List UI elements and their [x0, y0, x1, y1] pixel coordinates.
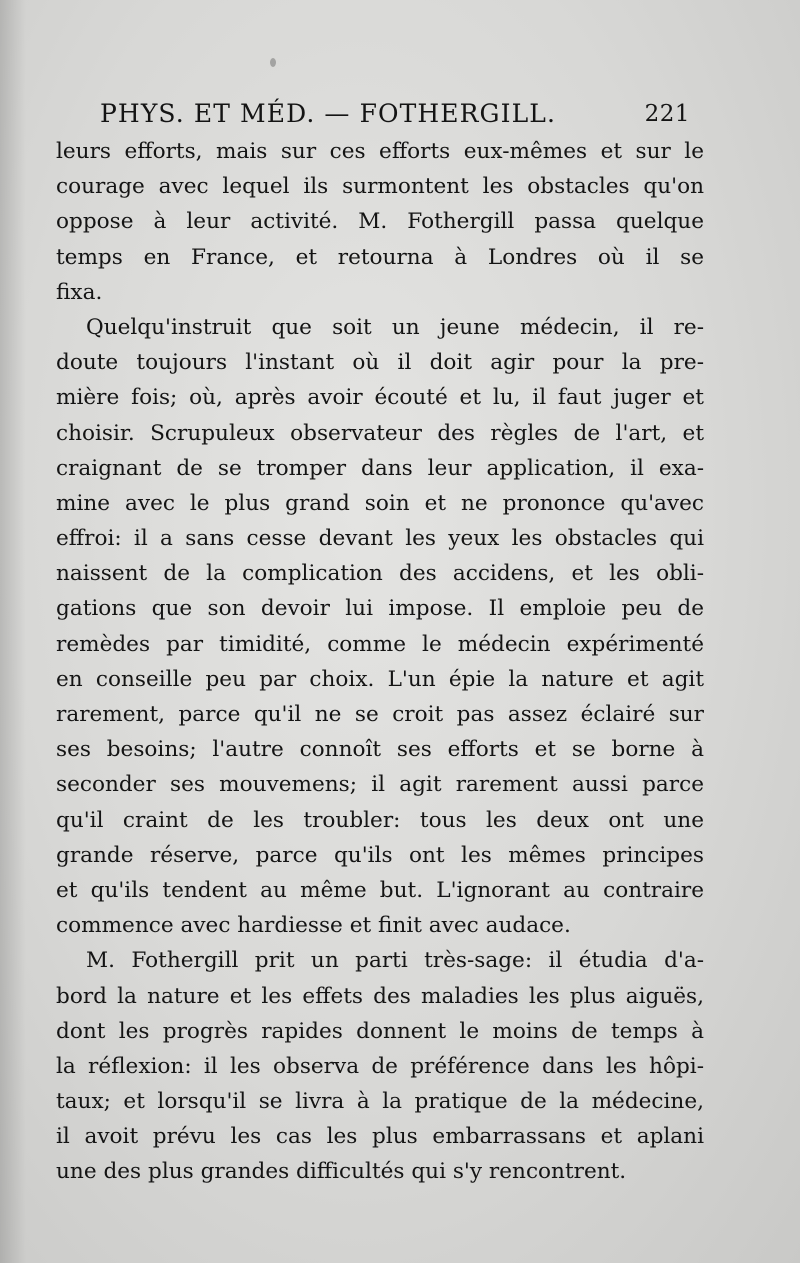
text-line: ses besoins; l'autre connoît ses efforts et se borne à [56, 737, 704, 763]
text-line: et qu'ils tendent au même but. L'ignorant au contraire [56, 877, 704, 903]
running-head [100, 94, 690, 134]
text-line: remèdes par timidité, comme le médecin expérimenté [56, 631, 704, 657]
text-line: en conseille peu par choix. L'un épie la nature et agit [56, 666, 704, 692]
running-head-title: PHYS. ET MÉD. — FOTHERGILL. [100, 99, 557, 128]
text-line: dont les progrès rapides donnent le moins de temps à [56, 1018, 704, 1044]
text-line: temps en France, et retourna à Londres où il se [56, 244, 704, 270]
paragraph-3 [56, 943, 704, 1189]
text-line: grande réserve, parce qu'ils ont les mêmes principes [56, 842, 704, 868]
text-line: choisir. Scrupuleux observateur des règles de l'art, et [56, 420, 704, 446]
text-line: commence avec hardiesse et finit avec audace. [56, 913, 571, 939]
text-line: craignant de se tromper dans leur application, il exa- [56, 455, 704, 481]
text-line: taux; et lorsqu'il se livra à la pratique de la médecine, [56, 1089, 704, 1115]
text-line: la réflexion: il les observa de préférence dans les hôpi- [56, 1053, 704, 1079]
paragraph-2 [56, 310, 704, 943]
text-line: leurs efforts, mais sur ces efforts eux-mêmes et sur le [56, 139, 704, 164]
text-line: qu'il craint de les troubler: tous les deux ont une [56, 807, 704, 833]
text-line: M. Fothergill prit un parti très-sage: il étudia d'a- [86, 948, 704, 974]
text-line: oppose à leur activité. M. Fothergill passa quelque [56, 209, 704, 235]
text-line: naissent de la complication des accidens, et les obli- [56, 561, 704, 587]
page-number: 221 [644, 101, 690, 127]
text-line: doute toujours l'instant où il doit agir pour la pre- [56, 350, 704, 376]
gutter-shadow [0, 0, 26, 1263]
text-line: Quelqu'instruit que soit un jeune médecin, il re- [86, 314, 704, 340]
text-line: fixa. [56, 279, 103, 305]
text-line: seconder ses mouvemens; il agit rarement aussi parce [56, 772, 704, 798]
paragraph-1 [56, 134, 704, 310]
text-line: courage avec lequel ils surmontent les obstacles qu'on [56, 174, 704, 200]
text-line: bord la nature et les effets des maladies les plus aiguës, [56, 983, 704, 1009]
text-line: mine avec le plus grand soin et ne prononce qu'avec [56, 490, 704, 516]
text-line: gations que son devoir lui impose. Il emploie peu de [56, 596, 704, 622]
text-line: effroi: il a sans cesse devant les yeux les obstacles qui [56, 526, 704, 552]
text-line: il avoit prévu les cas les plus embarrassans et aplani [56, 1124, 704, 1150]
text-line: mière fois; où, après avoir écouté et lu, il faut juger et [56, 385, 704, 411]
text-line: une des plus grandes difficultés qui s'y rencontrent. [56, 1159, 627, 1185]
ink-speck [270, 58, 276, 67]
text-line: rarement, parce qu'il ne se croit pas assez éclairé sur [56, 702, 704, 727]
body-text [56, 134, 704, 1190]
